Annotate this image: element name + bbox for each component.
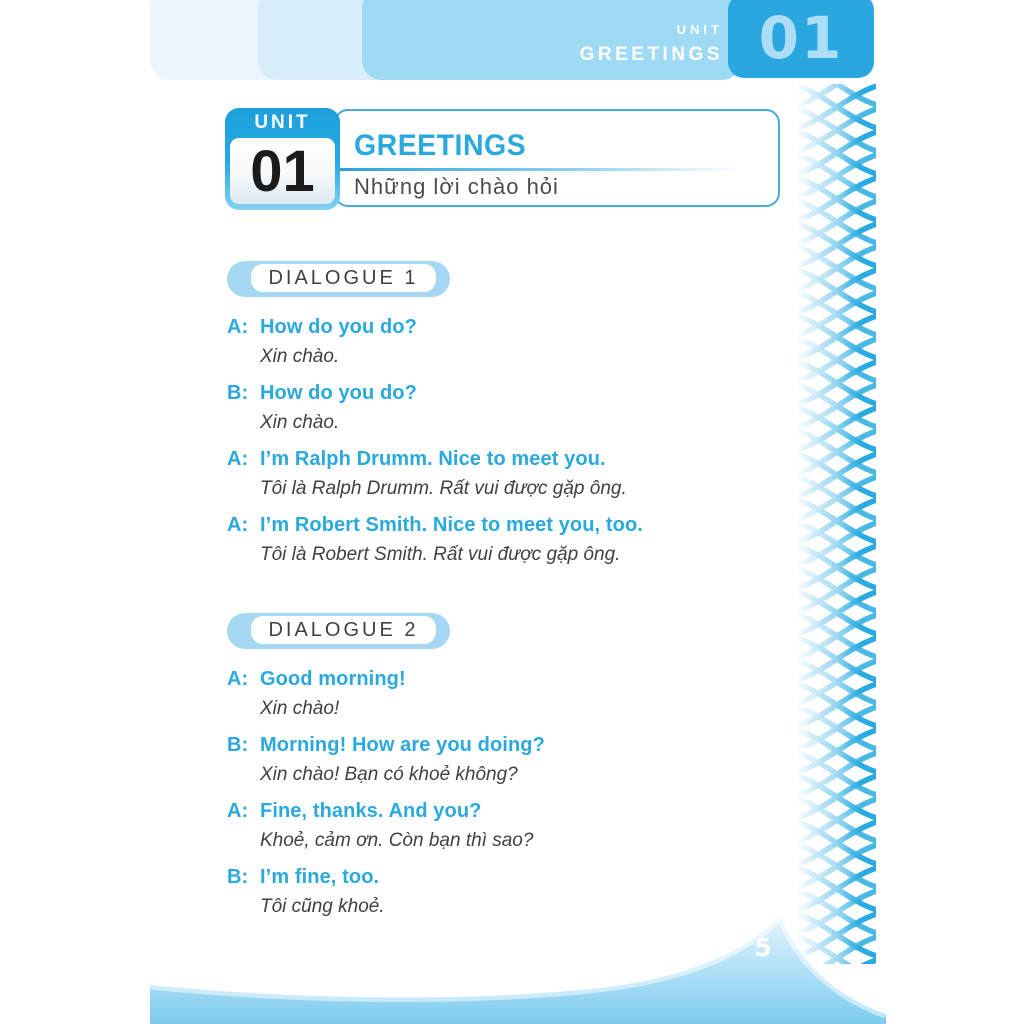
dialogue-1-section [227,261,802,577]
vietnamese-translation: Xin chào! Bạn có khoẻ không? [260,764,518,785]
unit-badge-label: UNIT [254,112,311,133]
unit-badge [225,108,340,210]
speaker-label: B: [227,866,249,888]
speaker-label: A: [227,448,249,470]
running-header-unit-label: UNIT [676,22,723,37]
english-line: How do you do? [260,382,417,404]
dialogue-2-heading-pill [227,613,450,649]
speaker-label: B: [227,382,249,404]
dialogue-1-lines [227,313,802,569]
english-line: Morning! How are you doing? [260,734,545,756]
vietnamese-translation: Xin chào! [260,698,340,719]
dialogue-line [227,313,802,371]
vietnamese-translation: Xin chào. [260,346,340,367]
dialogue-line [227,511,802,569]
vietnamese-translation: Tôi cũng khoẻ. [260,896,385,917]
dialogue-line [227,445,802,503]
vietnamese-translation: Khoẻ, cảm ơn. Còn bạn thì sao? [260,830,534,851]
running-header-unit-title: GREETINGS [579,44,723,65]
speaker-label: A: [227,316,249,338]
vietnamese-translation: Tôi là Robert Smith. Rất vui được gặp ông. [260,544,621,565]
speaker-label: B: [227,734,249,756]
unit-badge-number: 01 [250,138,315,204]
dialogue-line [227,731,802,789]
unit-title-box [334,109,780,207]
spiral-binding-decoration [798,84,876,964]
unit-title-english: GREETINGS [354,129,527,162]
english-line: How do you do? [260,316,417,338]
english-line: Fine, thanks. And you? [260,800,482,822]
speaker-label: A: [227,668,249,690]
dialogue-line [227,797,802,855]
vietnamese-translation: Xin chào. [260,412,340,433]
english-line: I’m Ralph Drumm. Nice to meet you. [260,448,606,470]
vietnamese-translation: Tôi là Ralph Drumm. Rất vui được gặp ông. [260,478,627,499]
running-header [580,22,723,66]
dialogue-2-lines [227,665,802,921]
english-line: I’m Robert Smith. Nice to meet you, too. [260,514,643,536]
header-unit-number-box [728,0,874,78]
speaker-label: A: [227,800,249,822]
dialogue-1-heading-pill [227,261,450,297]
page-number: 5 [754,933,772,962]
dialogue-line [227,665,802,723]
dialogue-line [227,379,802,437]
english-line: Good morning! [260,668,406,690]
unit-title-vietnamese: Những lời chào hỏi [354,174,559,199]
dialogue-2-heading: DIALOGUE 2 [268,618,419,641]
english-line: I’m fine, too. [260,866,380,888]
dialogue-1-heading: DIALOGUE 1 [268,266,419,289]
dialogue-2-section [227,613,802,929]
title-divider-line [336,168,778,171]
header-unit-number: 01 [758,4,844,72]
speaker-label: A: [227,514,249,536]
unit-badge-number-box [230,138,335,204]
